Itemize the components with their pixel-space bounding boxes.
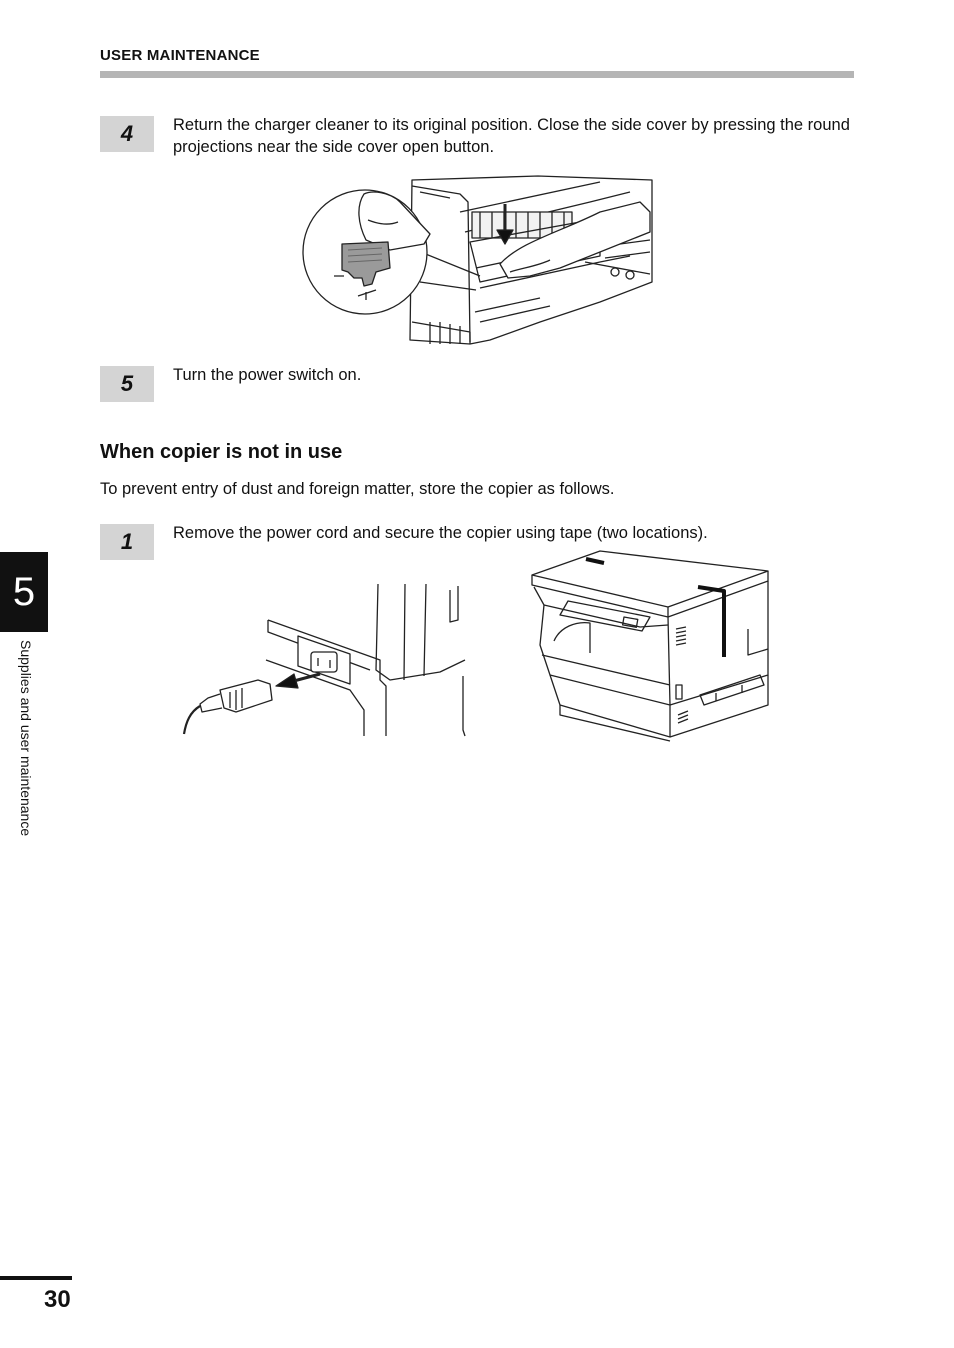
chapter-title: Supplies and user maintenance — [18, 640, 34, 837]
running-header: USER MAINTENANCE — [100, 47, 260, 64]
step-4-number: 4 — [100, 116, 154, 152]
step-4-text: Return the charger cleaner to its original position. Close the side cover by pressing the round projections near the side cover open button. — [173, 116, 850, 156]
chapter-tab: 5 — [0, 552, 48, 632]
section-intro: To prevent entry of dust and foreign matter, store the copier as follows. — [100, 480, 615, 498]
footer-rule — [0, 1276, 72, 1280]
header-rule — [100, 71, 854, 78]
power-cord-illustration — [180, 580, 470, 740]
step-1-number: 1 — [100, 524, 154, 560]
step-5-number: 5 — [100, 366, 154, 402]
page-number: 30 — [44, 1286, 71, 1313]
step-5-text: Turn the power switch on. — [173, 366, 362, 384]
step-1-text: Remove the power cord and secure the copier using tape (two locations). — [173, 524, 708, 542]
side-cover-illustration — [300, 172, 655, 348]
copier-tape-illustration — [520, 545, 772, 745]
section-heading: When copier is not in use — [100, 441, 343, 463]
